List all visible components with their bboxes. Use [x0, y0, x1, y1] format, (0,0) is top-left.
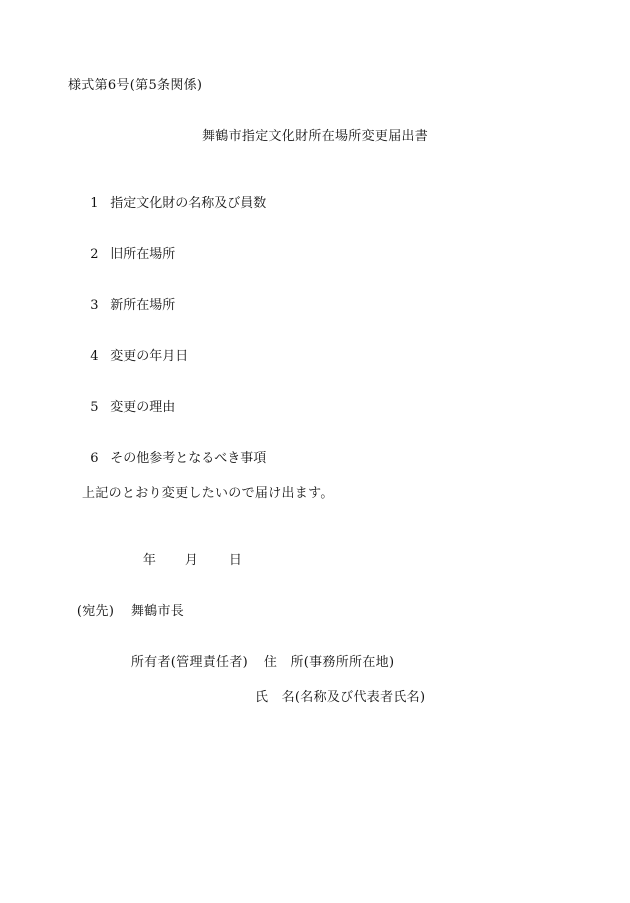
date-year-label: 年: [142, 553, 157, 568]
date-line: [134, 537, 242, 569]
item-number: 5: [90, 400, 99, 415]
owner-address-label: 住 所(事務所所在地): [263, 655, 395, 670]
addressee-prefix: (宛先): [76, 604, 115, 619]
date-day-label: 日: [228, 553, 243, 568]
list-item: [82, 231, 175, 263]
item-label: 旧所在場所: [110, 247, 176, 262]
list-item: [82, 435, 266, 467]
owner-label: 所有者(管理責任者): [130, 655, 249, 670]
form-number: 様式第6号(第5条関係): [68, 78, 203, 93]
item-label: 新所在場所: [110, 298, 176, 313]
item-label: その他参考となるべき事項: [110, 451, 267, 466]
addressee-line: [68, 588, 184, 620]
addressee-name: 舞鶴市長: [130, 604, 185, 619]
date-month-label: 月: [184, 553, 199, 568]
list-item: [82, 333, 188, 365]
list-item: [82, 180, 266, 212]
owner-line: [122, 639, 394, 671]
page-title: 舞鶴市指定文化財所在場所変更届出書: [202, 129, 429, 144]
item-number: 4: [90, 349, 99, 364]
item-number: 1: [90, 196, 99, 211]
item-label: 変更の理由: [110, 400, 176, 415]
item-label: 指定文化財の名称及び員数: [110, 196, 267, 211]
item-number: 6: [90, 451, 99, 466]
owner-name-label: 氏 名(名称及び代表者氏名): [255, 690, 426, 705]
item-label: 変更の年月日: [110, 349, 189, 364]
item-number: 3: [90, 298, 99, 313]
list-item: [82, 282, 175, 314]
statement-text: 上記のとおり変更したいので届け出ます。: [82, 486, 334, 501]
list-item: [82, 384, 175, 416]
item-number: 2: [90, 247, 99, 262]
